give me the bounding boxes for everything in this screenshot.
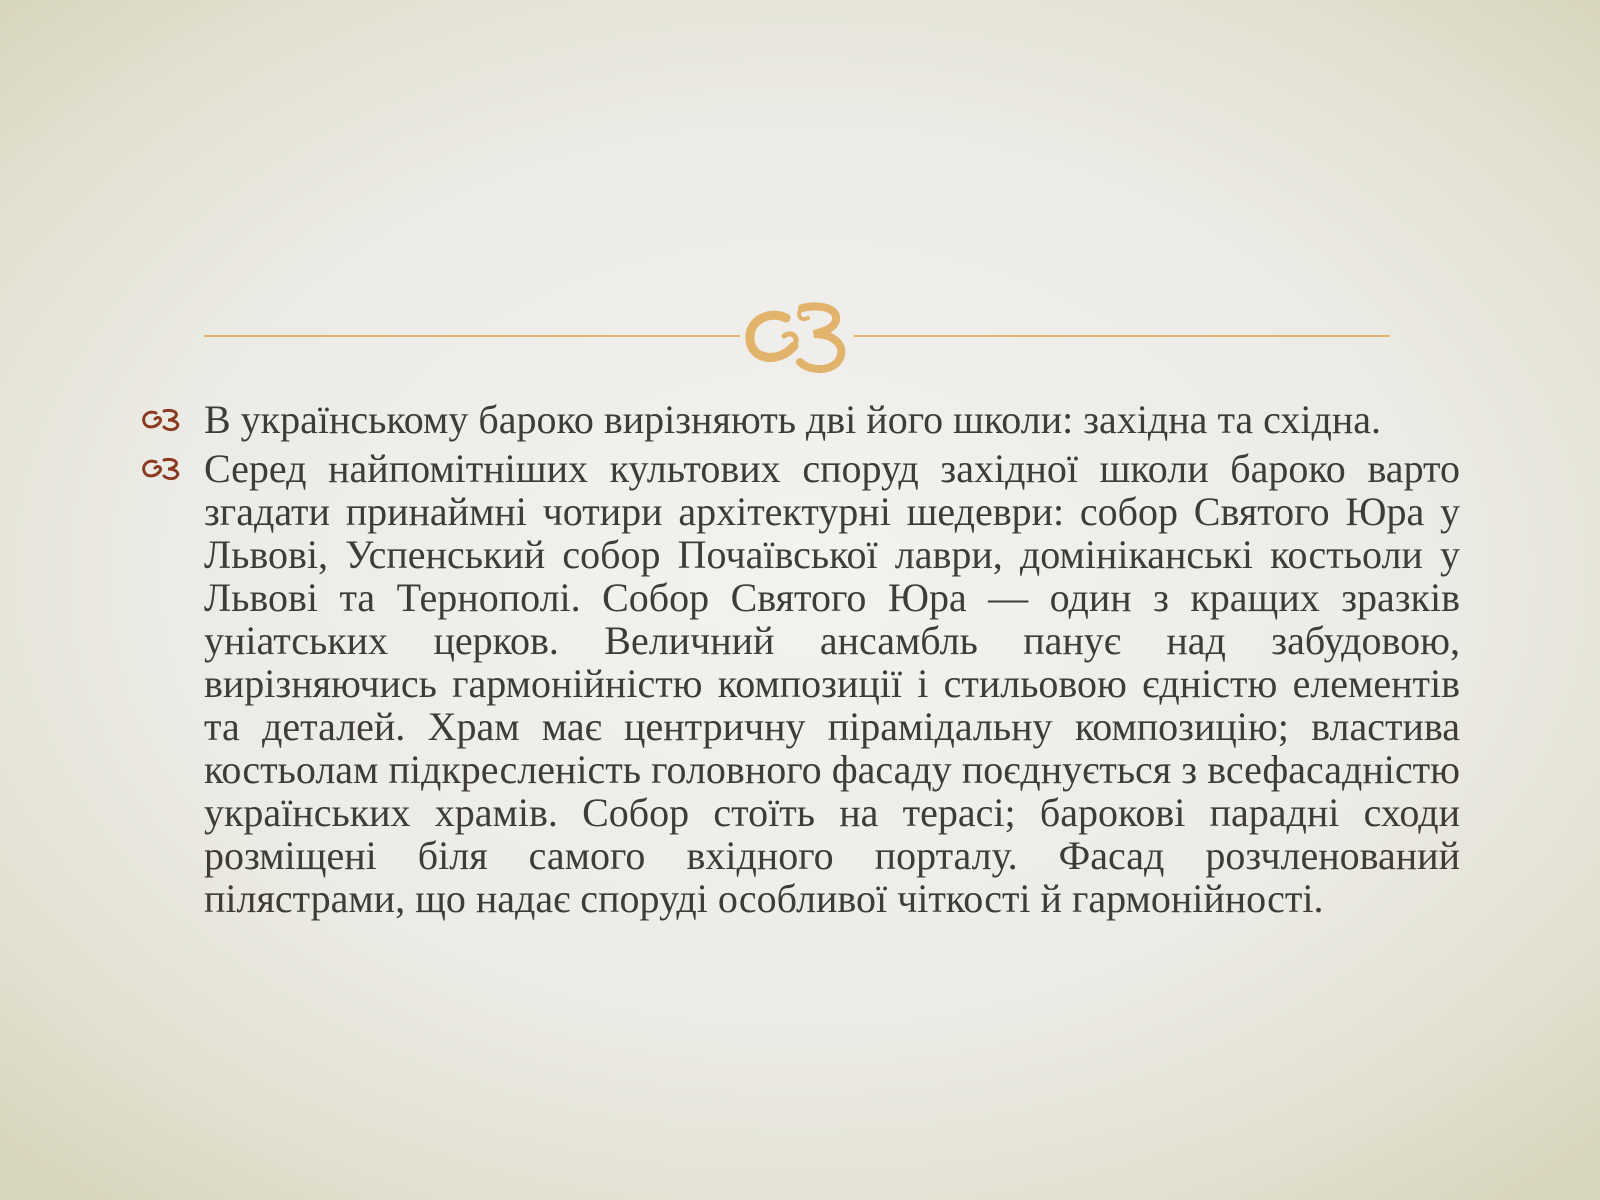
- flourish-bullet-icon: [140, 408, 184, 432]
- list-item-text: Серед найпомітніших культових споруд західної школи бароко варто згадати принаймні чотири архітектурні шедеври: собор Святого Юра у Львові, Успенський собор Почаївської лаври, домініканські костьоли у Львові та Тернополі. Собор Святого Юра — один з кращих зразків уніатських церков. Величний ансамбль панує над забудовою, вирізняючись гармонійністю композиції і стильовою єдністю елементів та деталей. Храм має центричну пірамідальну композицію; властива костьолам підкресленість головного фасаду поєднується з всефасадністю українських храмів. Собор стоїть на терасі; барокові парадні сходи розміщені біля самого вхідного порталу. Фасад розчленований пілястрами, що надає споруді особливої чіткості й гармонійності.: [204, 446, 1460, 921]
- divider-line-right: [854, 335, 1390, 337]
- swirl-ornament-icon: [740, 300, 854, 374]
- flourish-bullet-icon: [140, 457, 184, 481]
- title-divider: [204, 300, 1390, 374]
- divider-line-left: [204, 335, 740, 337]
- list-item: [140, 398, 1460, 441]
- list-item: [140, 447, 1460, 920]
- list-item-text: В українському бароко вирізняють дві його школи: західна та східна.: [204, 397, 1382, 442]
- bullet-list: [140, 398, 1460, 926]
